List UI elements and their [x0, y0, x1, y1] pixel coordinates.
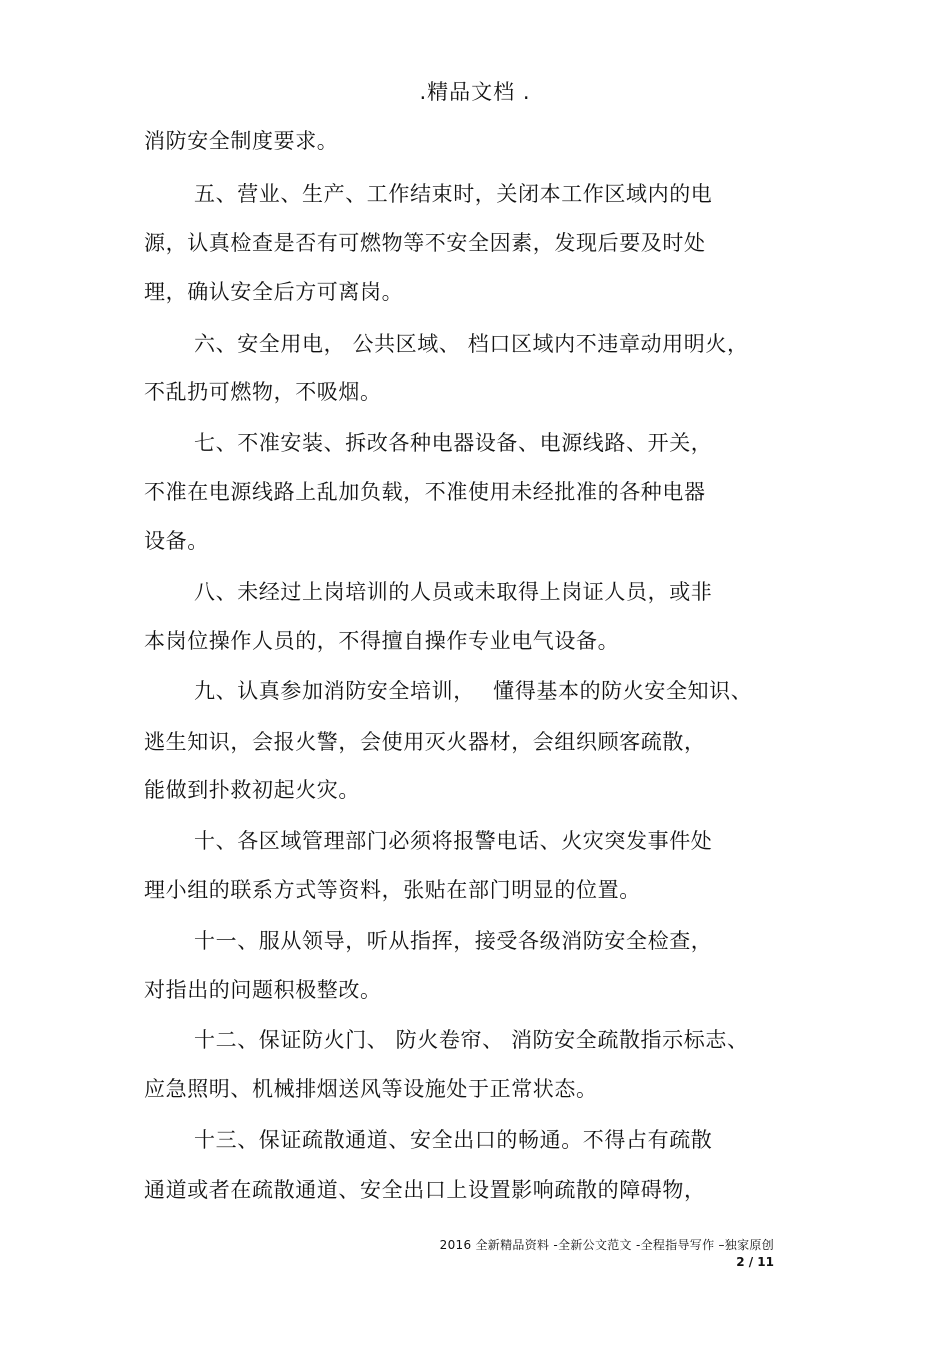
text-line: 应急照明、机械排烟送风等设施处于正常状态。 [144, 1077, 598, 1101]
text-line: 十二、保证防火门、 防火卷帘、 消防安全疏散指示标志、 [194, 1028, 749, 1052]
text-line: 不准在电源线路上乱加负载，不准使用未经批准的各种电器 [144, 480, 706, 504]
text-line: 不乱扔可燃物，不吸烟。 [144, 380, 382, 404]
text-line: 六、安全用电， 公共区域、 档口区域内不违章动用明火， [194, 332, 749, 356]
text-line: 通道或者在疏散通道、安全出口上设置影响疏散的障碍物， [144, 1178, 706, 1202]
text-line: 消防安全制度要求。 [144, 129, 339, 153]
page-header: .精品文档 . [419, 80, 531, 104]
text-line: 逃生知识，会报火警，会使用灭火器材，会组织顾客疏散， [144, 730, 706, 754]
page-number: 2 / 11 [736, 1255, 774, 1269]
text-line: 十一、服从领导，听从指挥，接受各级消防安全检查， [194, 929, 713, 953]
text-line: 十三、保证疏散通道、安全出口的畅通。不得占有疏散 [194, 1128, 713, 1152]
text-line: 能做到扑救初起火灾。 [144, 778, 360, 802]
text-line: 理，确认安全后方可离岗。 [144, 280, 404, 304]
text-line: 对指出的问题积极整改。 [144, 978, 382, 1002]
text-line: 十、各区域管理部门必须将报警电话、火灾突发事件处 [194, 829, 713, 853]
text-line: 本岗位操作人员的，不得擅自操作专业电气设备。 [144, 629, 620, 653]
text-line: 八、未经过上岗培训的人员或未取得上岗证人员，或非 [194, 580, 713, 604]
text-line: 源，认真检查是否有可燃物等不安全因素，发现后要及时处 [144, 231, 706, 255]
text-line: 七、不准安装、拆改各种电器设备、电源线路、开关， [194, 431, 713, 455]
page-footer: 2016 全新精品资料 -全新公文范文 -全程指导写作 –独家原创 [439, 1238, 774, 1252]
text-line: 设备。 [144, 529, 209, 553]
text-line: 九、认真参加消防安全培训， 懂得基本的防火安全知识、 [194, 679, 753, 703]
text-line: 五、营业、生产、工作结束时，关闭本工作区域内的电 [194, 182, 713, 206]
text-line: 理小组的联系方式等资料，张贴在部门明显的位置。 [144, 878, 641, 902]
